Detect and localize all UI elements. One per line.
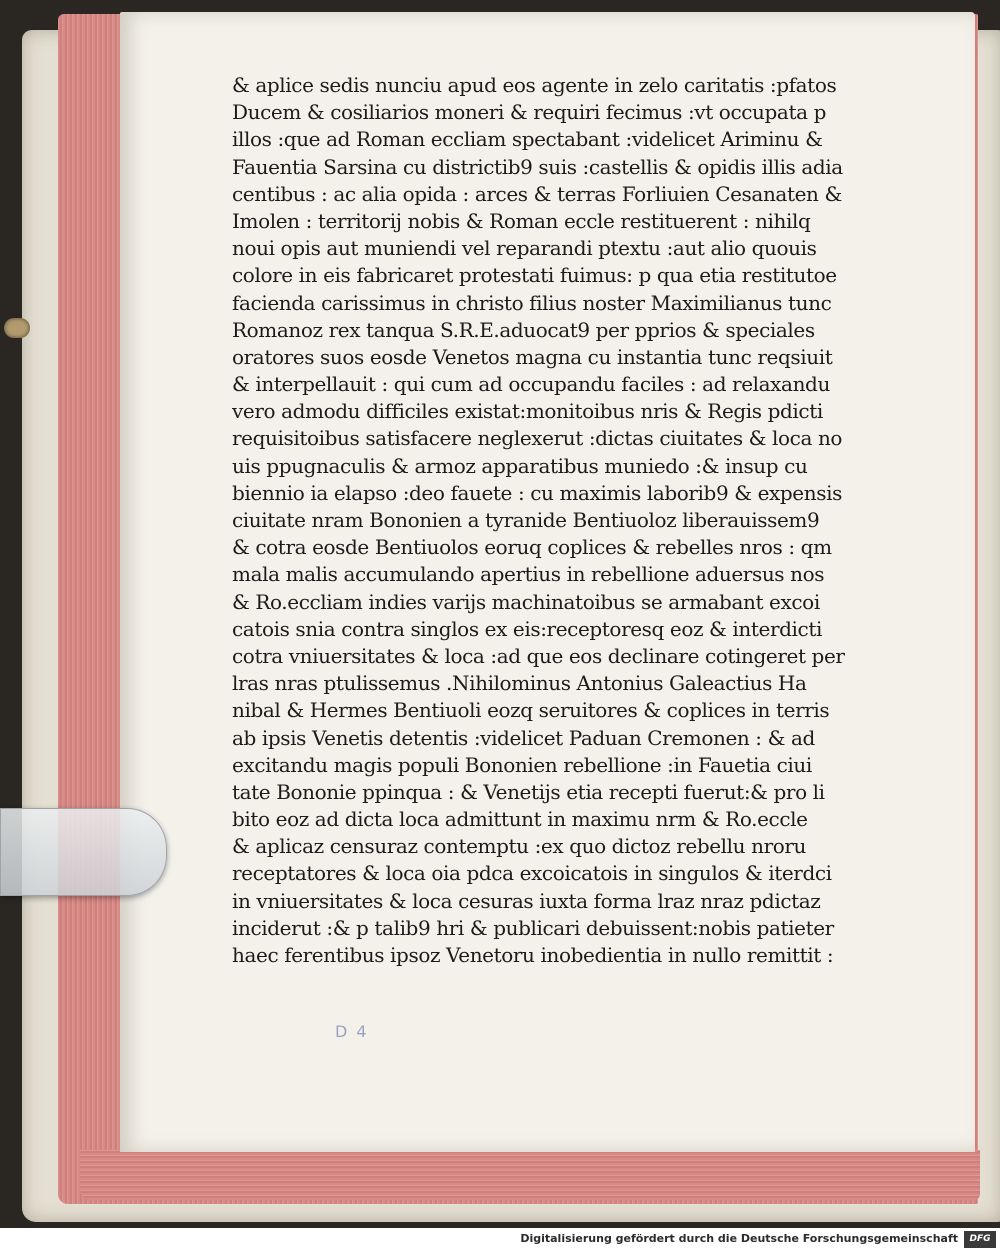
text-line: colore in eis fabricaret protestati fuimus: p qua etia restitutoe xyxy=(232,263,837,288)
text-line: mala malis accumulando apertius in rebellione aduersus nos xyxy=(232,562,825,587)
footer-credit: Digitalisierung gefördert durch die Deutsche Forschungsgemeinschaft xyxy=(520,1232,958,1245)
footer-bar xyxy=(0,1228,1000,1252)
text-line: & aplicaz censuraz contemptu :ex quo dictoz rebellu nroru xyxy=(232,834,807,859)
dfg-logo-icon: DFG xyxy=(964,1231,996,1248)
text-line: bito eoz ad dicta loca admittunt in maximu nrm & Ro.eccle xyxy=(232,807,808,832)
text-line: cotra vniuersitates & loca :ad que eos declinare cotingeret per xyxy=(232,643,845,668)
text-line: & aplice sedis nunciu apud eos agente in zelo caritatis :pfatos xyxy=(232,73,837,97)
text-line: noui opis aut muniendi vel reparandi ptextu :aut alio quouis xyxy=(232,236,817,261)
text-line: & interpellauit : qui cum ad occupandu faciles : ad relaxandu xyxy=(232,372,830,397)
text-line: in vniuersitates & loca cesuras iuxta forma lraz nraz pdictaz xyxy=(232,888,821,913)
plastic-page-holder xyxy=(0,808,167,896)
text-line: Ducem & cosiliarios moneri & requiri fecimus :vt occupata p xyxy=(232,100,826,125)
text-line: tate Bononie ppinqua : & Venetijs etia recepti fuerut:& pro li xyxy=(232,779,825,804)
text-line: Fauentia Sarsina cu districtib9 suis :castellis & opidis illis adia xyxy=(232,154,843,179)
text-line: vero admodu difficiles existat:monitoibus nris & Regis pdicti xyxy=(232,399,823,424)
text-line: excitandu magis populi Bononien rebellione :in Fauetia ciui xyxy=(232,752,812,777)
text-line: catois snia contra singlos ex eis:receptoresq eoz & interdicti xyxy=(232,616,822,641)
signature-mark: D 4 xyxy=(335,1022,369,1041)
text-line: illos :que ad Roman eccliam spectabant :videlicet Ariminu & xyxy=(232,127,823,152)
text-line: & cotra eosde Bentiuolos eoruq coplices & rebelles nros : qm xyxy=(232,535,832,560)
page-text xyxy=(232,72,932,969)
text-line: ab ipsis Venetis detentis :videlicet Paduan Cremonen : & ad xyxy=(232,725,815,750)
text-line: receptatores & loca oia pdca excoicatois in singulos & iterdci xyxy=(232,861,832,886)
text-line: biennio ia elapso :deo fauete : cu maximis laborib9 & expensis xyxy=(232,480,842,505)
clasp-icon xyxy=(4,318,30,338)
text-line: nibal & Hermes Bentiuoli eozq seruitores & coplices in terris xyxy=(232,698,830,723)
text-line: haec ferentibus ipsoz Venetoru inobedientia in nullo remittit : xyxy=(232,943,834,967)
text-line: inciderut :& p talib9 hri & publicari debuissent:nobis patieter xyxy=(232,915,834,940)
page-edges-bottom xyxy=(80,1150,980,1200)
text-line: Imolen : territorij nobis & Roman eccle restituerent : nihilq xyxy=(232,208,811,233)
text-line: lras nras ptulissemus .Nihilominus Antonius Galeactius Ha xyxy=(232,671,807,696)
text-line: ciuitate nram Bononien a tyranide Bentiuoloz liberauissem9 xyxy=(232,508,820,532)
text-line: uis ppugnaculis & armoz apparatibus muniedo :& insup cu xyxy=(232,453,808,478)
book-page xyxy=(120,12,975,1152)
text-line: Romanoz rex tanqua S.R.E.aduocat9 per pprios & speciales xyxy=(232,317,815,342)
text-line: centibus : ac alia opida : arces & terras Forliuien Cesanaten & xyxy=(232,181,842,206)
text-line: & Ro.eccliam indies varijs machinatoibus se armabant excoi xyxy=(232,589,820,614)
text-line: oratores suos eosde Venetos magna cu instantia tunc reqsiuit xyxy=(232,344,833,369)
text-line: facienda carissimus in christo filius noster Maximilianus tunc xyxy=(232,290,832,315)
text-line: requisitoibus satisfacere neglexerut :dictas ciuitates & loca no xyxy=(232,426,843,451)
